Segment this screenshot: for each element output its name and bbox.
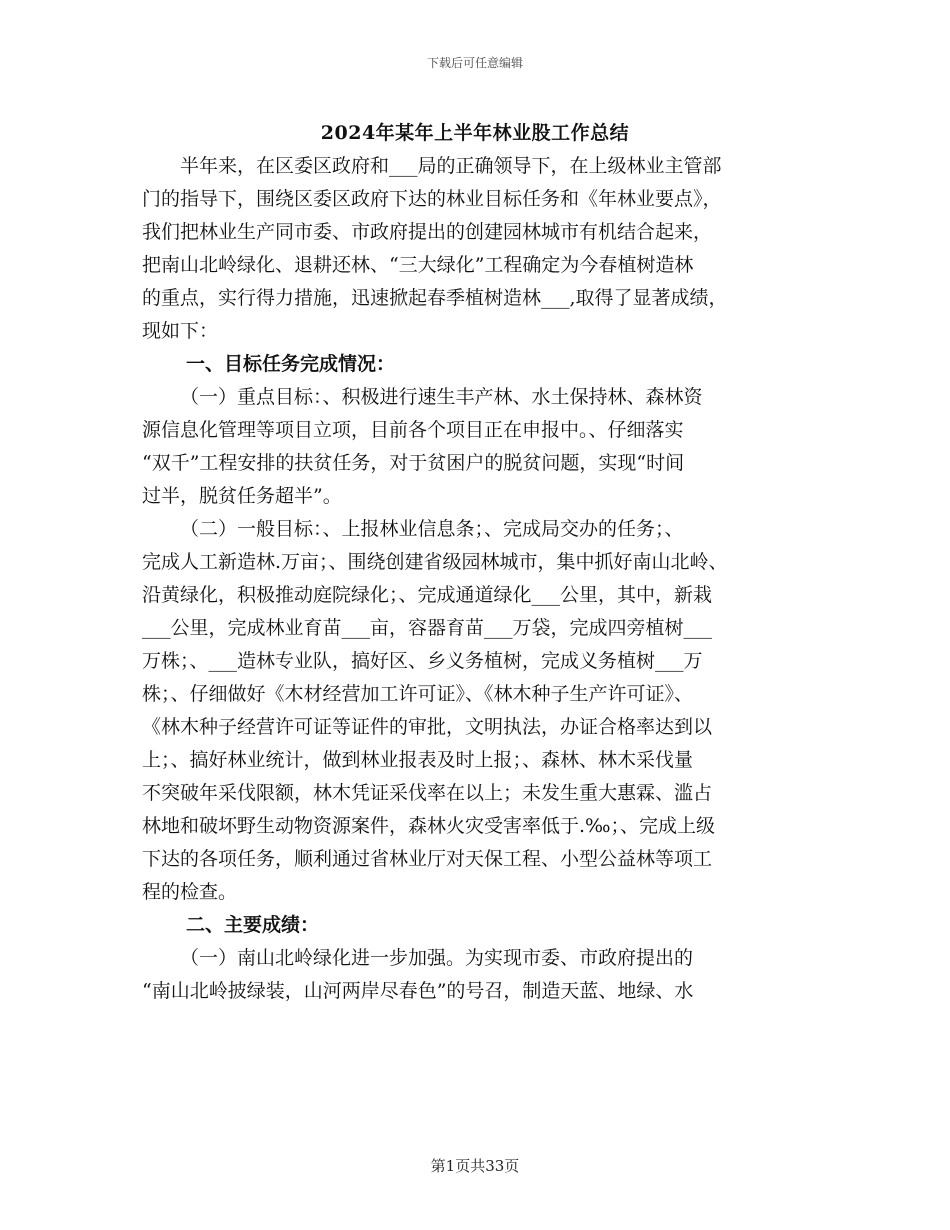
- paragraph-line: 源信息化管理等项目立项，目前各个项目正在申报中。、仔细落实: [142, 419, 684, 441]
- page-header-note: 下载后可任意编辑: [426, 56, 523, 70]
- paragraph-line: （一）南山北岭绿化进一步加强。为实现市委、市政府提出的: [180, 947, 694, 969]
- page-number: 第1页共33页: [430, 1157, 520, 1175]
- paragraph-line: 下达的各项任务，顺利通过省林业厅对天保工程、小型公益林等项工: [142, 848, 713, 870]
- paragraph-line: “双千”工程安排的扶贫任务，对于贫困户的脱贫问题，实现“时间: [142, 452, 685, 474]
- paragraph-line: 万株；、___造林专业队，搞好区、乡义务植树，完成义务植树___万: [142, 650, 703, 672]
- document-body: [142, 150, 814, 1008]
- paragraph-line: ___公里，完成林业育苗___亩，容器育苗___万袋，完成四旁植树___: [142, 617, 713, 639]
- paragraph-line: 沿黄绿化，积极推动庭院绿化；、完成通道绿化___公里，其中，新栽: [142, 584, 713, 606]
- paragraph-line: （二）一般目标：、上报林业信息条；、完成局交办的任务；、: [180, 518, 684, 540]
- paragraph-line: 不突破年采伐限额，林木凭证采伐率在以上；未发生重大惠霖、滥占: [142, 782, 713, 804]
- paragraph-line: 林地和破坏野生动物资源案件，森林火灾受害率低于.‰；、完成上级: [142, 815, 716, 837]
- section-heading: 一、目标任务完成情况：: [186, 353, 396, 375]
- paragraph-line: 的重点，实行得力措施，迅速掀起春季植树造林___,取得了显著成绩，: [142, 287, 728, 309]
- paragraph-line: 上；、搞好林业统计，做到林业报表及时上报；、森林、林木采伐量: [142, 749, 694, 771]
- paragraph-line: 把南山北岭绿化、退耕还林、“三大绿化”工程确定为今春植树造林: [142, 254, 694, 276]
- paragraph-line: 株；、仔细做好《木材经营加工许可证》、《林木种子生产许可证》、: [142, 683, 694, 705]
- section-heading: 二、主要成绩：: [186, 914, 320, 936]
- document-title: 2024年某年上半年林业股工作总结: [320, 122, 630, 144]
- paragraph-line: 半年来，在区委区政府和___局的正确领导下，在上级林业主管部: [180, 155, 722, 177]
- paragraph-line: 门的指导下，围绕区委区政府下达的林业目标任务和《年林业要点》，: [142, 188, 722, 210]
- paragraph-line: 现如下：: [142, 320, 219, 342]
- paragraph-line: 完成人工新造林.万亩；、围绕创建省级园林城市，集中抓好南山北岭、: [142, 551, 728, 573]
- paragraph-line: 程的检查。: [142, 881, 238, 903]
- paragraph-line: 过半，脱贫任务超半”。: [142, 485, 342, 507]
- paragraph-line: 《林木种子经营许可证等证件的审批，文明执法，办证合格率达到以: [142, 716, 713, 738]
- paragraph-line: 我们把林业生产同市委、市政府提出的创建园林城市有机结合起来，: [142, 221, 713, 243]
- paragraph-line: “南山北岭披绿装，山河两岸尽春色”的号召，制造天蓝、地绿、水: [142, 980, 694, 1002]
- paragraph-line: （一）重点目标：、积极进行速生丰产林、水土保持林、森林资: [180, 386, 703, 408]
